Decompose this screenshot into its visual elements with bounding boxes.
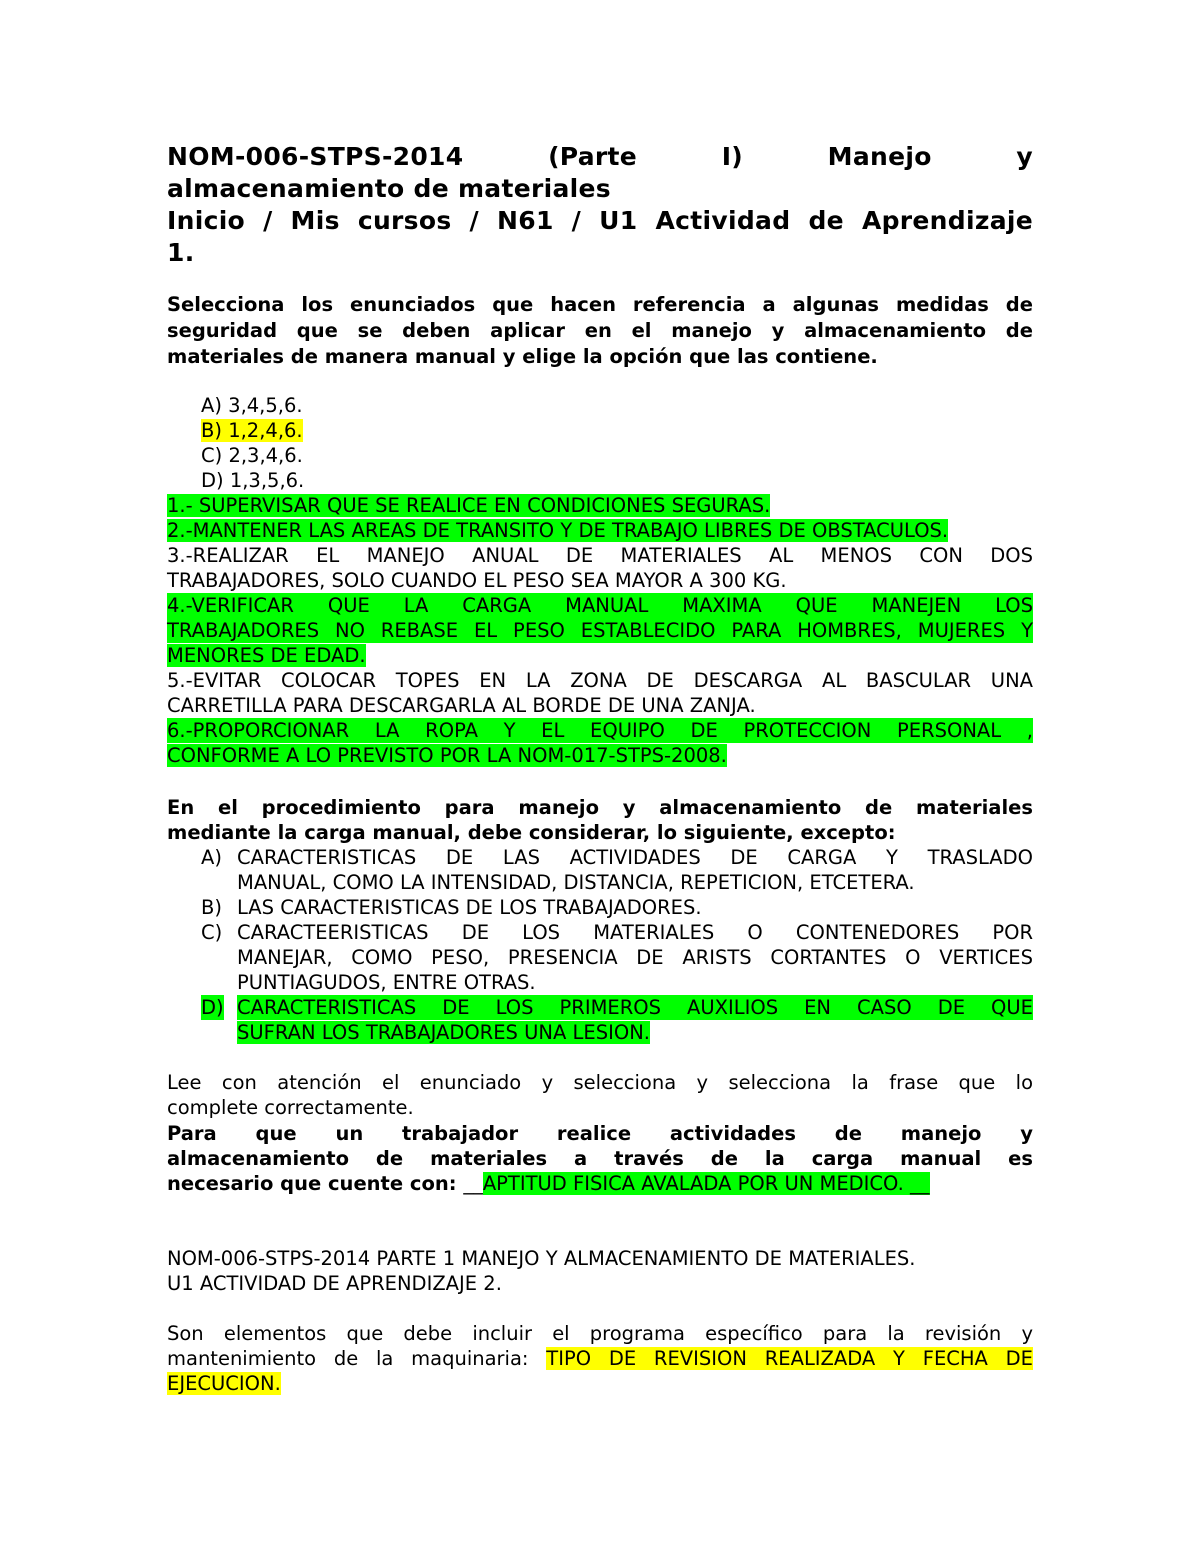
option-label: C) (201, 444, 223, 467)
option-label: D) (201, 469, 224, 492)
section2-heading-2: U1 ACTIVIDAD DE APRENDIZAJE 2. (167, 1272, 502, 1295)
option-label: A) (201, 846, 222, 869)
statement-5: 5.-EVITAR COLOCAR TOPES EN LA ZONA DE DESCARGA AL BASCULAR UNA (167, 669, 1033, 692)
q3-question (167, 1121, 1033, 1196)
statement-5-cont: CARRETILLA PARA DESCARGARLA AL BORDE DE UNA ZANJA. (167, 694, 756, 717)
statement-6-cont (167, 743, 1033, 768)
q1-options (167, 393, 1033, 493)
option-text: CARACTERISTICAS DE LAS ACTIVIDADES DE CARGA Y TRASLADO (237, 846, 1033, 869)
q3-line: Para que un trabajador realice actividades de manejo y (167, 1122, 1033, 1145)
option-text: MANEJAR, COMO PESO, PRESENCIA DE ARISTS CORTANTES O VERTICES (237, 946, 1033, 969)
q1-option-b (167, 418, 1033, 443)
q1-prompt-line: seguridad que se deben aplicar en el manejo y almacenamiento de (167, 319, 1033, 342)
q2-option-a (167, 845, 1033, 895)
option-text: 1,3,5,6. (229, 469, 305, 492)
title-line-2: almacenamiento de materiales (167, 174, 611, 203)
document-title (167, 141, 1033, 269)
title-line-1 (167, 141, 1033, 173)
option-label: D) (201, 996, 224, 1019)
answer-blank: __ (463, 1172, 483, 1195)
q2-option-b (167, 895, 1033, 920)
option-text: LAS CARACTERISTICAS DE LOS TRABAJADORES. (237, 896, 702, 919)
q3-prefix: necesario que cuente con: (167, 1172, 464, 1195)
q1-prompt-line: materiales de manera manual y elige la opción que las contiene. (167, 345, 878, 368)
q2-option-c (167, 920, 1033, 995)
statement-6: 6.-PROPORCIONAR LA ROPA Y EL EQUIPO DE PROTECCION PERSONAL , (167, 719, 1033, 742)
title-word: (Parte (548, 142, 638, 171)
statement-text: 2.-MANTENER LAS AREAS DE TRANSITO Y DE TRABAJO LIBRES DE OBSTACULOS. (167, 519, 949, 542)
q2-option-d (167, 995, 1033, 1045)
statement-3-cont: TRABAJADORES, SOLO CUANDO EL PESO SEA MAYOR A 300 KG. (167, 569, 787, 592)
q1-option-b-highlight (201, 419, 303, 442)
option-text: MANUAL, COMO LA INTENSIDAD, DISTANCIA, REPETICION, ETCETERA. (237, 871, 915, 894)
option-text: 1,2,4,6. (228, 419, 303, 442)
option-label: B) (201, 419, 222, 442)
q1-option-a (167, 393, 1033, 418)
q3-intro-line: Lee con atención el enunciado y selecciona y selecciona la frase que lo (167, 1071, 1033, 1094)
section2-answer-line (167, 1371, 1033, 1396)
q1-option-d (167, 468, 1033, 493)
statement-text: 1.- SUPERVISAR QUE SE REALICE EN CONDICIONES SEGURAS. (167, 494, 771, 517)
q2-prompt (167, 795, 1033, 845)
q1-option-c (167, 443, 1033, 468)
title-word: NOM-006-STPS-2014 (167, 142, 464, 171)
section2-prefix: mantenimiento de la maquinaria: (167, 1347, 529, 1370)
q1-statements (167, 493, 1033, 768)
title-line-3: Inicio / Mis cursos / N61 / U1 Actividad de Aprendizaje (167, 206, 1033, 235)
section2-heading-1: NOM-006-STPS-2014 PARTE 1 MANEJO Y ALMACENAMIENTO DE MATERIALES. (167, 1247, 916, 1270)
q1-prompt (167, 292, 1033, 370)
section2-question (167, 1321, 1033, 1396)
option-label: B) (201, 896, 222, 919)
option-label: C) (201, 921, 223, 944)
q3-intro (167, 1070, 1033, 1120)
option-label: A) (201, 394, 222, 417)
statement-2 (167, 518, 1033, 543)
statement-4-cont: TRABAJADORES NO REBASE EL PESO ESTABLECIDO PARA HOMBRES, MUJERES Y (167, 619, 1033, 642)
option-text: 2,3,4,6. (228, 444, 303, 467)
statement-4-end (167, 643, 1033, 668)
statement-text: MENORES DE EDAD. (167, 644, 366, 667)
statement-text: CONFORME A LO PREVISTO POR LA NOM-017-STPS-2008. (167, 744, 727, 767)
q1-prompt-line: Selecciona los enunciados que hacen referencia a algunas medidas de (167, 293, 1033, 316)
option-text: PUNTIAGUDOS, ENTRE OTRAS. (237, 971, 536, 994)
title-word: I) (721, 142, 744, 171)
title-word: Manejo (827, 142, 932, 171)
option-text: CARACTERISTICAS DE LOS PRIMEROS AUXILIOS EN CASO DE QUE (237, 996, 1033, 1019)
q2-options (167, 845, 1033, 1045)
q3-answer: APTITUD FISICA AVALADA POR UN MEDICO. __ (482, 1172, 930, 1195)
statement-1 (167, 493, 1033, 518)
q3-last-line (167, 1171, 1033, 1196)
statement-4: 4.-VERIFICAR QUE LA CARGA MANUAL MAXIMA QUE MANEJEN LOS (167, 594, 1033, 617)
option-text: CARACTEERISTICAS DE LOS MATERIALES O CONTENEDORES POR (237, 921, 1033, 944)
q2-prompt-line: mediante la carga manual, debe considerar, lo siguiente, excepto: (167, 821, 896, 844)
q3-intro-line: complete correctamente. (167, 1096, 414, 1119)
section2-answer-1: TIPO DE REVISION REALIZADA Y FECHA DE (546, 1347, 1033, 1370)
option-text: 3,4,5,6. (228, 394, 303, 417)
section2-heading (167, 1246, 1033, 1296)
section2-answer-2: EJECUCION. (167, 1372, 281, 1395)
option-text-end (237, 1020, 1033, 1045)
section2-q-line2 (167, 1346, 1033, 1371)
q2-prompt-line: En el procedimiento para manejo y almacenamiento de materiales (167, 796, 1033, 819)
title-word: y (1016, 142, 1033, 171)
q3-line: almacenamiento de materiales a través de la carga manual es (167, 1147, 1033, 1170)
statement-3: 3.-REALIZAR EL MANEJO ANUAL DE MATERIALES AL MENOS CON DOS (167, 544, 1033, 567)
option-text: SUFRAN LOS TRABAJADORES UNA LESION. (237, 1021, 650, 1044)
section2-q-line: Son elementos que debe incluir el programa específico para la revisión y (167, 1322, 1033, 1345)
title-line-4: 1. (167, 238, 195, 267)
